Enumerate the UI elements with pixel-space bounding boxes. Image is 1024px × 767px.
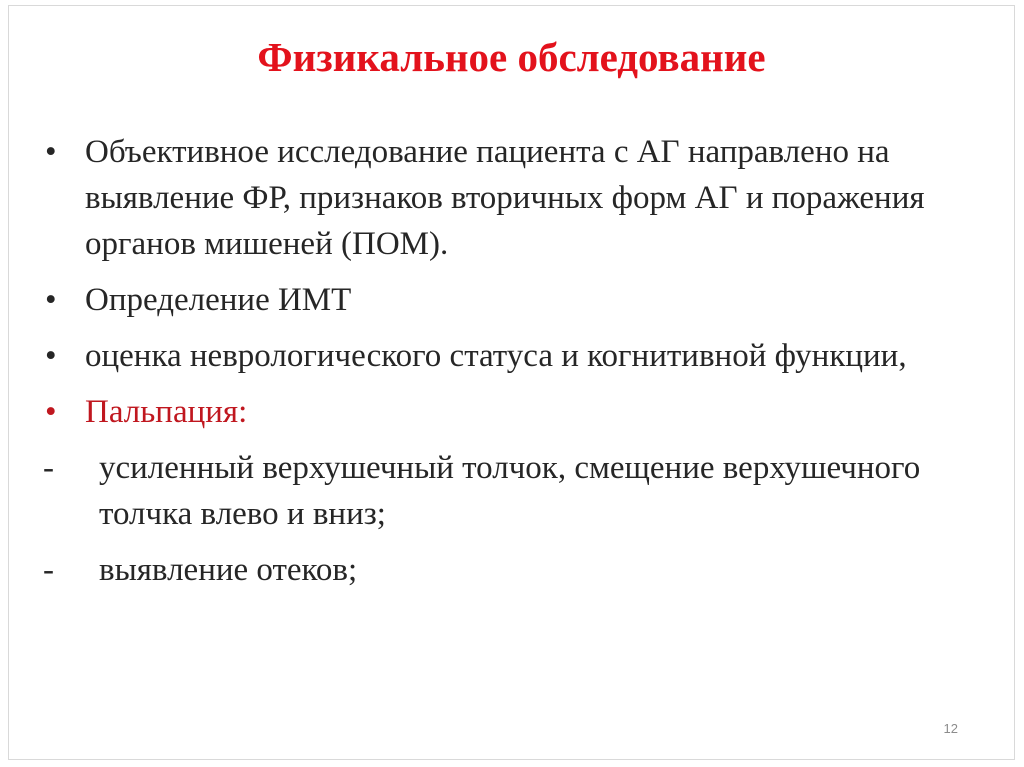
dash-text: выявление отеков; (99, 552, 358, 588)
bullet-item-objective-exam (39, 129, 989, 267)
bullet-marker: • (45, 338, 57, 374)
bullet-text: оценка неврологического статуса и когнитивной функции, (85, 338, 907, 374)
bullet-item-bmi (39, 277, 989, 323)
dash-marker: - (43, 552, 54, 588)
bullet-text: Определение ИМТ (85, 282, 352, 318)
bullet-marker: • (45, 282, 57, 318)
page-number: 12 (943, 721, 958, 736)
bullet-marker: • (45, 134, 57, 170)
dash-item-apex-beat (39, 445, 989, 537)
bullet-marker: • (45, 394, 57, 430)
dash-item-edema (39, 547, 989, 593)
dash-marker: - (43, 450, 54, 486)
bullet-text: Объективное исследование пациента с АГ направлено на выявление ФР, признаков вторичных форм АГ и поражения органов мишеней (ПОМ). (85, 134, 925, 262)
bullet-item-neuro-status (39, 333, 989, 379)
dash-text: усиленный верхушечный толчок, смещение верхушечного толчка влево и вниз; (99, 450, 921, 532)
bullet-text: Пальпация: (85, 394, 248, 430)
slide (8, 5, 1015, 760)
slide-content (39, 129, 989, 603)
bullet-item-palpation (39, 389, 989, 435)
slide-title: Физикальное обследование (257, 34, 766, 80)
